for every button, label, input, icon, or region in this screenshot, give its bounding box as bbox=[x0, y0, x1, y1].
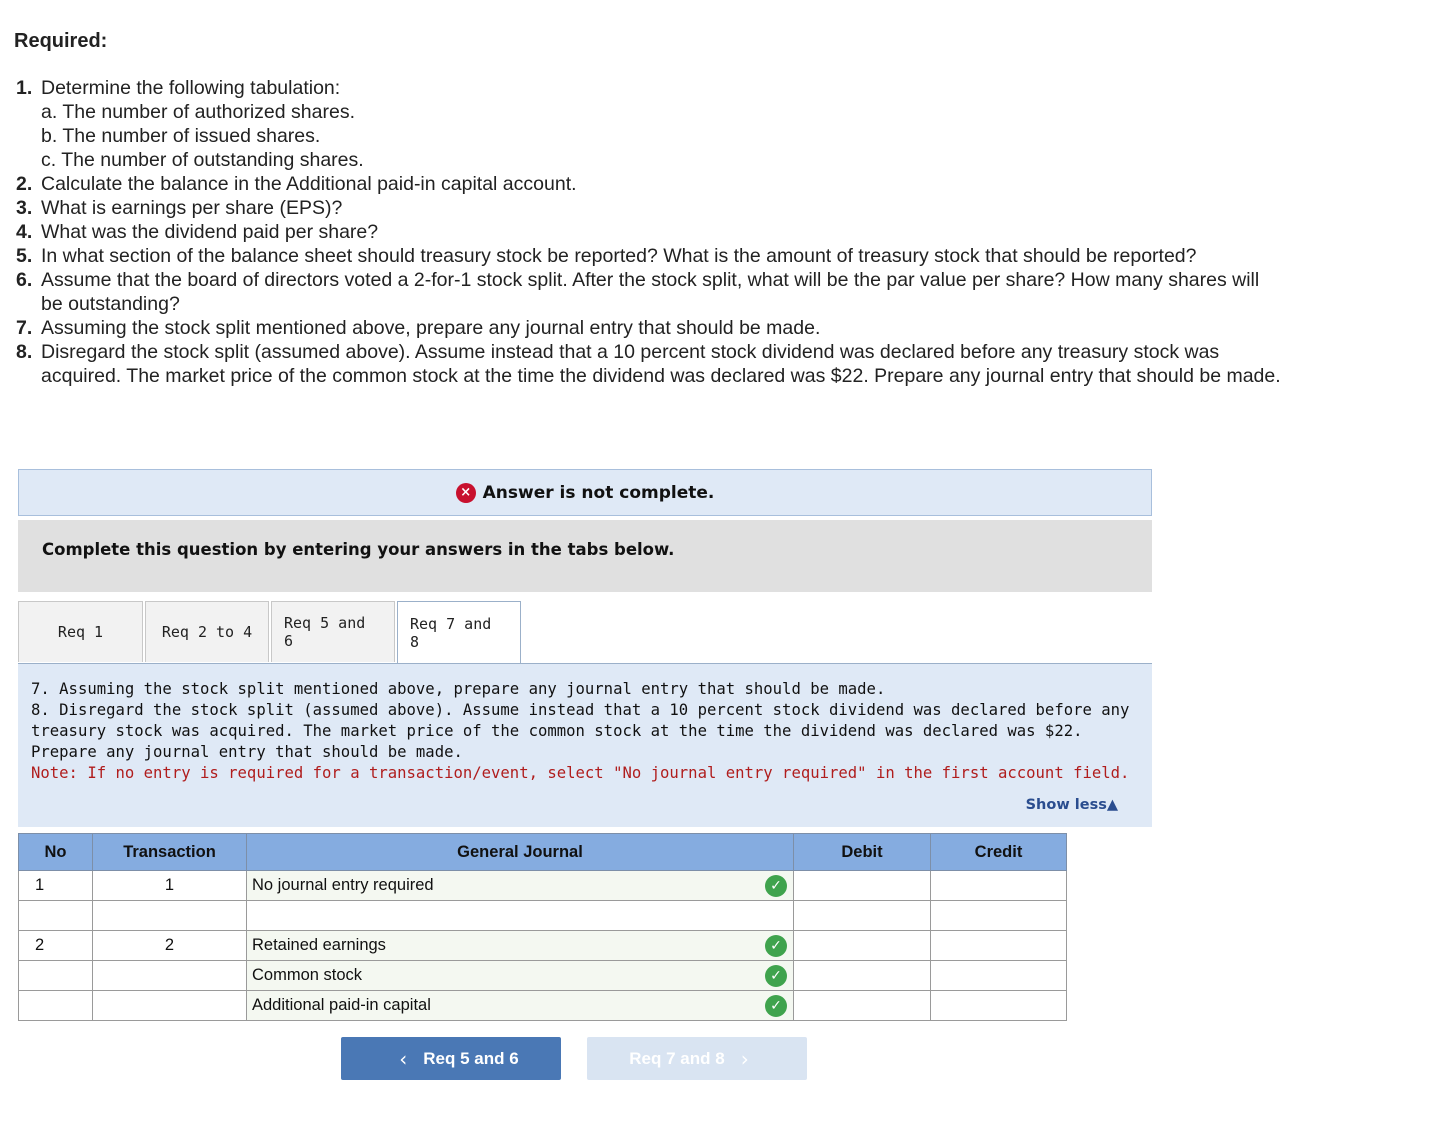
req-item-1: 1. Determine the following tabulation: bbox=[16, 77, 341, 99]
chevron-left-icon: ‹ bbox=[399, 1046, 408, 1071]
chevron-right-icon: › bbox=[740, 1046, 749, 1071]
check-icon: ✓ bbox=[765, 935, 787, 957]
cell-no bbox=[19, 901, 93, 931]
header-transaction: Transaction bbox=[93, 834, 247, 871]
req-sub-c: c. The number of outstanding shares. bbox=[41, 149, 364, 171]
cell-transaction: 1 bbox=[93, 871, 247, 901]
req-sub-a: a. The number of authorized shares. bbox=[41, 101, 355, 123]
account-select[interactable] bbox=[247, 991, 794, 1021]
cell-transaction bbox=[93, 901, 247, 931]
account-value: Common stock bbox=[252, 966, 363, 984]
question-line-8: 8. Disregard the stock split (assumed above). Assume instead that a 10 percent stock dividend was declared before any treasury stock was acquired. The market price of the common stock at the time the dividend was declared was $22. Prepare any journal entry that should be made. bbox=[31, 701, 1130, 761]
debit-input[interactable] bbox=[794, 901, 931, 931]
status-text: Answer is not complete. bbox=[482, 482, 715, 503]
debit-input[interactable] bbox=[794, 991, 931, 1021]
account-value: No journal entry required bbox=[252, 876, 434, 894]
check-icon: ✓ bbox=[765, 965, 787, 987]
req-item-7: 7. Assuming the stock split mentioned above, prepare any journal entry that should be made. bbox=[16, 317, 821, 339]
credit-input[interactable] bbox=[931, 991, 1067, 1021]
table-row bbox=[19, 991, 1067, 1021]
req-item-6: 6. Assume that the board of directors voted a 2-for-1 stock split. After the stock split, what will be the par value per share? How many shares will be outstanding? bbox=[16, 269, 1260, 315]
prev-req-label: Req 5 and 6 bbox=[423, 1048, 519, 1068]
cell-transaction bbox=[93, 991, 247, 1021]
tab-req-7-and-8[interactable]: Req 7 and 8 bbox=[397, 601, 521, 664]
account-value bbox=[247, 906, 252, 924]
check-icon: ✓ bbox=[765, 875, 787, 897]
req-item-4: 4. What was the dividend paid per share? bbox=[16, 221, 379, 243]
error-x-icon: × bbox=[456, 483, 476, 503]
question-panel bbox=[18, 664, 1152, 827]
account-value: Retained earnings bbox=[252, 936, 386, 954]
question-text bbox=[31, 679, 1131, 784]
account-select[interactable] bbox=[247, 871, 794, 901]
tab-req-5-and-6[interactable]: Req 5 and 6 bbox=[271, 601, 395, 662]
tab-req-2-to-4[interactable]: Req 2 to 4 bbox=[145, 601, 269, 662]
journal-header-row bbox=[19, 834, 1067, 871]
question-note: Note: If no entry is required for a transaction/event, select "No journal entry required" in the first account field. bbox=[31, 764, 1130, 782]
account-select[interactable] bbox=[247, 931, 794, 961]
journal-table bbox=[18, 833, 1067, 1021]
header-debit: Debit bbox=[794, 834, 931, 871]
prev-req-button[interactable] bbox=[341, 1037, 561, 1080]
show-less-link[interactable]: Show less▲ bbox=[1025, 797, 1118, 813]
req-item-8: 8. Disregard the stock split (assumed above). Assume instead that a 10 percent stock dividend was declared before any treasury stock was acquired. The market price of the common stock at the time the dividend was declared was $22. Prepare any journal entry that should be made. bbox=[16, 341, 1281, 387]
req-sub-b: b. The number of issued shares. bbox=[41, 125, 321, 147]
debit-input[interactable] bbox=[794, 931, 931, 961]
account-value: Additional paid-in capital bbox=[252, 996, 431, 1014]
table-row bbox=[19, 901, 1067, 931]
instruction-text: Complete this question by entering your answers in the tabs below. bbox=[42, 540, 675, 559]
status-banner bbox=[18, 469, 1152, 516]
account-select[interactable] bbox=[247, 901, 794, 931]
table-row bbox=[19, 931, 1067, 961]
check-icon: ✓ bbox=[765, 995, 787, 1017]
header-credit: Credit bbox=[931, 834, 1067, 871]
header-no: No bbox=[19, 834, 93, 871]
cell-no bbox=[19, 991, 93, 1021]
debit-input[interactable] bbox=[794, 871, 931, 901]
credit-input[interactable] bbox=[931, 871, 1067, 901]
next-req-button bbox=[587, 1037, 807, 1080]
tab-req-1[interactable]: Req 1 bbox=[18, 601, 143, 662]
table-row bbox=[19, 961, 1067, 991]
req-item-2: 2. Calculate the balance in the Additional paid-in capital account. bbox=[16, 173, 577, 195]
cell-no: 1 bbox=[19, 871, 93, 901]
tab-bar bbox=[18, 601, 523, 664]
credit-input[interactable] bbox=[931, 961, 1067, 991]
cell-transaction: 2 bbox=[93, 931, 247, 961]
question-line-7: 7. Assuming the stock split mentioned above, prepare any journal entry that should be made. bbox=[31, 680, 886, 698]
triangle-up-icon: ▲ bbox=[1106, 797, 1118, 813]
req-item-5: 5. In what section of the balance sheet should treasury stock be reported? What is the amount of treasury stock that should be reported? bbox=[16, 245, 1197, 267]
cell-no bbox=[19, 961, 93, 991]
requirements-list bbox=[16, 76, 1286, 388]
instruction-box bbox=[18, 520, 1152, 592]
cell-no: 2 bbox=[19, 931, 93, 961]
credit-input[interactable] bbox=[931, 901, 1067, 931]
credit-input[interactable] bbox=[931, 931, 1067, 961]
header-general-journal: General Journal bbox=[247, 834, 794, 871]
account-select[interactable] bbox=[247, 961, 794, 991]
required-heading: Required: bbox=[14, 30, 108, 52]
next-req-label: Req 7 and 8 bbox=[629, 1048, 725, 1068]
req-item-3: 3. What is earnings per share (EPS)? bbox=[16, 197, 343, 219]
debit-input[interactable] bbox=[794, 961, 931, 991]
cell-transaction bbox=[93, 961, 247, 991]
table-row bbox=[19, 871, 1067, 901]
